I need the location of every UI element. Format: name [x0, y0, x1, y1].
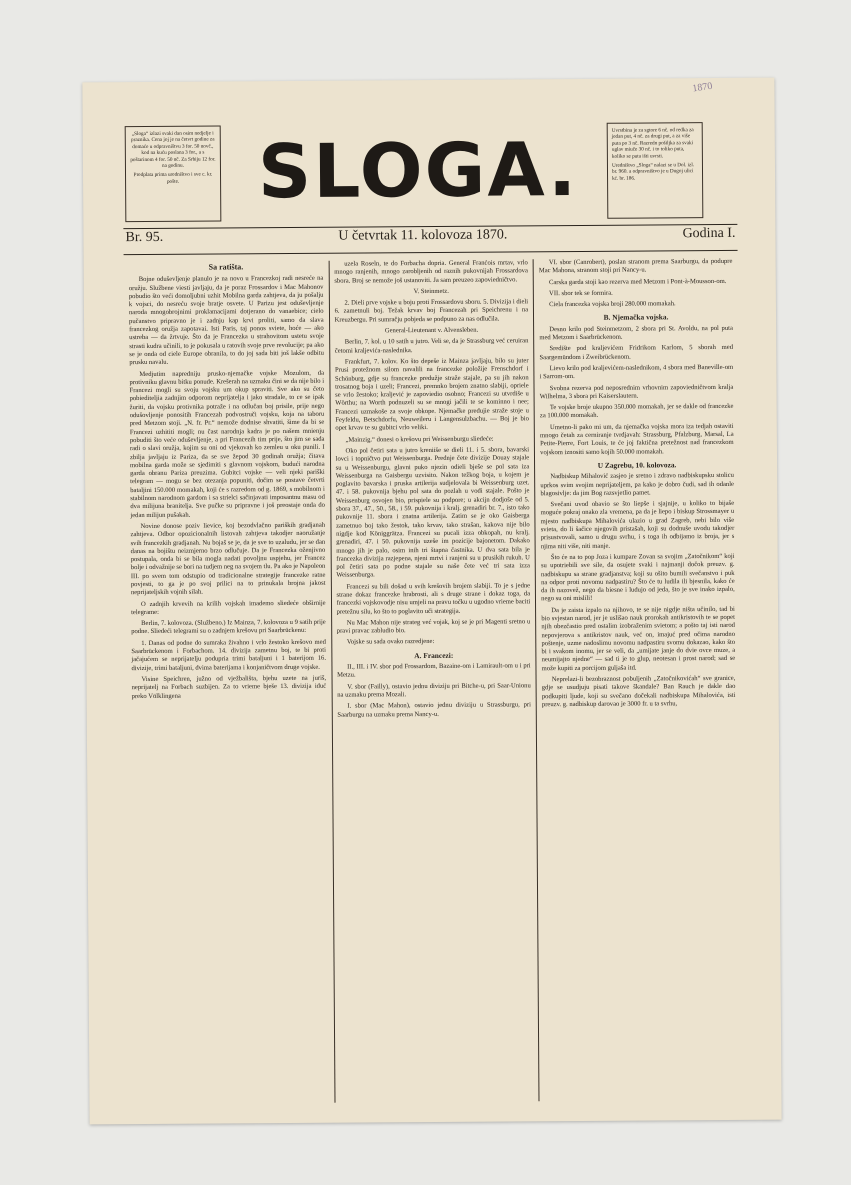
paragraph: 2. Dieli prve vojske u boju proti Frossardovu sboru. 5. Divizija i dieli 6. zametnuli boj. Težak krvav boj Francezah pri Speichrenu i na Kreuzbergu. Pri sumračju pobjeda se podpuno za nas odlučila.	[334, 298, 529, 324]
paragraph: Berlin, 7. kolovoza. (Službeno.) Iz Mainza, 7. kolovoza u 9 satih prije podne. Sliedeći telegrami su o zadnjem krešovu pri Saarbrückenu:	[131, 618, 326, 636]
subheading: A. Francezi:	[414, 650, 454, 660]
advertising-info-box	[607, 122, 704, 219]
issue-line	[125, 226, 735, 246]
advertising-text: Uvrstbina je za sgtore 6 nč. od redka za jedan put, 4 nč. za drugi put, a za više puta po 3 nč. Razredn pošiljka za svaki uglav miuče 30 nč. i to toliko puta, koliko se puta išti uvrsti.	[611, 127, 694, 160]
paragraph: Desno krilo pod Steinmetzom, 2 sbora pri St. Avoldu, na pol puta med Metzom i Saarbrückenom.	[539, 324, 733, 342]
paragraph: Lievo krilo pod kraljevićem-naslednikom, 4 sbora med Baneville-om i Sarrom-om.	[539, 363, 734, 381]
paragraph: I. sbor (Mac Mahon), ostavio jednu diviziju u Strassburgu, pri Saarburgu na uzmaku prema Nancy-u.	[337, 701, 531, 719]
paragraph: Frankfurt, 7. kolov. Ko što depeše iz Mainza javljaju, bilo su juter Prusi protežnom silom navalili na francezke položije Frenschdorf i Schönburg, gdje su francezke predužje straže stajale, pa su jih nakon trosatnog boja i uzeli; Francezi, premnko brojem znatno slabiji, opriele se vrlo žestoko; kraljević je zapoviedio osobno; Francezi su utvrdiše u Wörthu; na Worth podnuzeli su se mnogi jačili te se kominno i nee; Francezi uzmakoše za svoje obkope. Njemačke predujie straže stoje u Feyfeldu, Betschdorfu, Neuweileru i Langensulzbachu. — Boj je bio opet krvav te su gubitci vrlo veliki.	[334, 357, 529, 433]
issue-date: U četvrtak 11. kolovoza 1870.	[338, 227, 508, 244]
paragraph: Nu Mac Mahon nije strateg već vojak, koj se je pri Magenti sretno u pravi pravac zabludio bio.	[336, 618, 531, 635]
newspaper-page	[82, 78, 781, 1125]
paragraph: O zadnjih krvevih na krilih vojskah imademo sliedeće obširnije telegrame:	[131, 599, 326, 616]
paragraph: Što će na to pop Joza i kumpare Zovan sa svojim „Zatočnikom“ koji su upotriebili sve sile, da osujete svaki i najmanji dočok preuzv. g. nadbiskupu sa strane gradjanstva; koji su ošito bumili svečanstvo i puk na odpor proti novomu nadpastiru? Što će tu ludila ili bjesnila, kako će da ih nazovež, nego da biesne i ludujo od jeda, što je sve inako izpalo, nego su oni mislili!	[540, 552, 735, 603]
paragraph: Te vojske broje ukupno 350.000 momakah, jer se dakle od francezke za 100.000 momakah.	[539, 403, 734, 420]
editorial-address: Uredništvo „Sloga“ nalazi se u Dol. izl. br. 960. a odpravništvo je u Dugoj ulici kć. br. 186.	[611, 162, 695, 182]
paragraph: VI. sbor (Canrobert), poslan stranom prema Saarburgu, da podupre Mac Mahona, stranom stoji pri Nancy-u.	[538, 257, 733, 275]
issue-number: Br. 95.	[125, 229, 164, 246]
signature: V. Steinmetz.	[413, 287, 449, 296]
paragraph: uzela Roseln, te do Forbacha dopria. General Franćois mrtav, vrlo mnogo ranjenih, mnogo zarobljenih od raznih pukovnijah Frossardova sbora. Broj se nemože još ustanoviti. Ja sam preuzeo zapoviedničtvo.	[334, 259, 528, 285]
subscription-info-box	[125, 125, 222, 222]
signature: General-Lieutenant v. Alvensleben.	[384, 326, 479, 335]
column-3	[533, 258, 743, 1101]
paragraph: Da je zaista izpalo na njihovo, te se nije nigdje ništa učinilo, tad bi bio svjestan narod, jer je uslišao nauk prorokah antikristovih te se popet njih obezčastio pred ostalim izobraženim svietom; a pošto taj isti narod nepovjerova s antikristov nauk, već on, imajuć pred očima narodno poštenje, uzme nadoslimu novomu nadpastiru svomu dokazao, kako što bi i svakom inomu, jer se veli, da „umijate janje do dvie ovce muze, a neumijajto njedne“ — sad ti je to glup, neotesan i prost narod; sad se može kupiti za porcijom guljaša itd.	[541, 605, 736, 673]
paragraph: Carska garda stoji kao rezerva med Metzom i Pont-à-Mousson-om.	[548, 277, 727, 286]
paragraph: „Mainzig.“ donesi o krešovu pri Weissenburgu sliedeće:	[345, 435, 494, 444]
issue-year: Godina I.	[682, 225, 736, 242]
paragraph: Visine Speichren, južno od vježbališta, bjehu uzete na juriš, neprijatelj na Forbach suzbijen. Za to vrieme bješe 13. divizija iduć preko Völklingena	[131, 674, 327, 700]
paragraph: II., III. i IV. sbor pod Frossardom, Bazaine-om i Lamirault-om u i pri Metzu.	[337, 662, 531, 680]
paragraph: Središte pod kraljevićem Fridrikom Karlom, 5 sborah med Saargemündom i Zweibrückenom.	[539, 344, 734, 361]
subscription-text: „Sloga“ izlazi svaki dan osim nedjelje i praznika. Cena joj je na četvrt godine za domaće u odpravništvu 3 for. 50 novč., kod na kuću poslana 3 for., a s poštarinom 4 for. 50 nč. Za Srbiju 12 for. na godinu.	[130, 130, 216, 169]
article-heading: Sa ratišta.	[208, 262, 244, 272]
column-2	[328, 259, 538, 1102]
paragraph: Svobna rezerva pod neposrednim vrhovnim zapoviedničtvom kralja Wilhelma, 3 sbora pri Kaiserslautern.	[539, 383, 734, 401]
paragraph: Novine donose poziv lievice, koj bezodvlačno pariških gradjanah zahtjeva. Odbor opozicionalnih listovah zahtjeva takodjer naoružanje svih francezkih gradjanah. Nu bojaš se je, da je sve to uzaludu, jer se dan danas na bojištu neizmjerno brzo odlučuje. Da je Francezka oženjivno postupala, onda bi se bila mogla nadati povoljnu uspjehu, jer Francez bolje i odvažnije se bori na tudjem neg na svojem tlu. Pa ako je Napoleon III. po svem tom odstupio od tradicionalne strategije francezke ratne povjesti, to ga je po svoj prilici na to prinukala brojna jakost neprijateljskih vojnih silah.	[130, 521, 326, 597]
paragraph: Medjutim napredniju prusko-njemačke vojske Mozulom, da protivniku glavnu bitku ponude. Krešerah na uzmaku čini se da nije bilo i Francezi mogli su svoju vojsku um okup spraviti. Sve ako su četo pobiediteljia zadnjim odporom neprijatelja i jako stradale, to ce se ipak žuriti, da vojsku protivnika potraže i na odlučan boj prisile, prije nego odušovljenje ponositih Francezah podvostruči vojsku, koja na taboru pred Metzom stoji. „N. fr. Pr.“ nemože dodnise shvatiti, šime da bi se Francezi uzhititi mogli; nu čast narodnja kadra je po našem mnienju pobuditi što veće oduševljenje, a pri Francezih tim prije, što jim se sada radi o slavi oružja, kojim su oni od vjekovah ko zemleu u oku punili. I zbilja javljaju iz Pariza, da se sve žepod 30 godinah oružja; čitava mobilna garda može se sjedimiti s glavnom vojskom, budući narodna garda obranu Pariza preuzima. Gubitci vojske — veli njeki pariški telegram — mogu se bez otezanja popuniti, dočim se postave četvrti bataljini 150.000 momakah, koji će s razredom od g. 1869, s mobilnom i stabilnom narodnom gardom i sa strielci sačinjavati imposantnu masu od dva milijuna branitelja. Sve pučke su pripravne i još preostaje onda do jedan milijun pušakah.	[129, 369, 325, 519]
handwritten-note: 1870	[691, 80, 714, 95]
masthead-title: SLOGA.	[257, 126, 579, 216]
paragraph: Oko pol četiri sata u jutro kreniiše se dieli 11. i 5. sbora, bavarski lovci i topničtvo put Weissenburga. Prednje čete divizije Douay stajale su u Weissenburgu, glavni puko njezin odieli bješe se pol sata iza Weissenburga na Gaisbergu uzvisito. Nakon težkog boja, u kojem je poglavito bavarska i pruska artilerija sudjelovala bi Weissenburg uzet. 47. i 58. pukovnija bjehu pol sata do pozlah u vodi stajale. Pošto je Weissenburg osvojen bio, prispiele su podpore; u akcijn dodjoše od 5. sbora 37., 47., 50., 58., i 59. pukovnija i kralj. grenadiri br. 7., isto tako pukovnije 11. sbora i znatna artilerija. Zatim se je oko Gaisberga zametnuo boj tako žestok, tako krvav, tako strašan, kakova nije bilo nigdje kod Königgrätza. Francezi su pucali izza obkopah, nu kralj. grenadiri, 47. i 50. pukovnija uzeše im pozicije bajonetom. Dakako mnogo jih je palo, osim inih tri štapna častnika. U dva sata bila je francezka divizija razjepena, njeni mrtvi i ranjeni su u prusikih rukuh. U pol četiri sata po podne stajale su naše čete već tri sata izza Weissenburga.	[335, 446, 530, 580]
header-rule-bottom	[124, 250, 738, 255]
paragraph: Ciela francezka vojska broji 280.000 momakah.	[549, 300, 676, 309]
paragraph: VII. sbor tek se formira.	[549, 289, 613, 298]
subheading: U Zagrebu, 10. kolovoza.	[597, 460, 677, 470]
subscription-note: Predplata prima uredništvo i sve c. kr. pošte.	[133, 171, 213, 185]
article-columns	[124, 258, 744, 1104]
paragraph: Nadbiskup Mihalović zasjeo je sretno i zdravo nadbiskupsku stolicu uprkos svim svojim neprijateljem, pa kako je dobro čudi, sad ih odanle blagosivlje: da jim Bog razsvjetlio pamet.	[540, 472, 734, 498]
paragraph: Francezi su bili došad u svih krešovih brojem slabiji. To je s jedne strane dokaz francezke hrabrosti, ali s druge strane i dokaz toga, da francezki vojskovodje nisu umjeli na pravu točku u ugodno vrieme baciti pretežnu silu, ko što to poglavito uči strategija.	[336, 582, 531, 616]
paragraph: V. sbor (Failly), ostavio jednu diviziju pri Bitche-u, pri Saar-Unionu na uzmaku prema Mozali.	[337, 681, 531, 699]
paragraph: 1. Danas od podne do sumraka živahno i vrlo žestoko krešovo med Saarbrückenom i Forbachom. 14. divizija zametnu boj, te bi proti jačajućem se neprijatelju podupria trimi bataljuni i 1 baterijom 16. divizije, trimi bataljuni, dvima baterijama i konjaničtvom druge vojske.	[131, 638, 327, 672]
paragraph: Umetno-li pako mi um, da njemačka vojska mora iza tedjah ostaviti mnogo četah za cerniranje tvrdjavah: Strassburg, Pfalzburg, Marsal, La Petite-Pierre, Fort Louis, te će joj faktična pretežnost nad francezkom vojskom iznositi samo kojih 50.000 momakah.	[540, 422, 734, 456]
paragraph: Bojne oduševljenje planulo je na novo u Francezkoj radi nesreće na oružju. Službene viesti javljaju, da je poraz Frossardov i Mac Mahonov pobudio što veći domoljubni uzhit Mobilna garda zahtjeva, da ju pošalju k vojsci, do nesreću svoje bratje osvete. U Parizu jest oduševljenje naroda mnogobrojnimi proklamacijami dotjerano do vanaebice; cielo pučanstvo pripravno je i zadnju kap krvi proliti, samo da slava francezkog oružja zapotavai. Isti Paris, taj ponos sviete, hoće — ako ustreba — da žrtvuje. Što da je Francezka u strahovitom ustetu svoje strasti kudra učinili, to je pokusala u ratovih svoje prve revolucije; pa ako se je onda od ciele Europe obranila, to do joj sada biti još lakše odbitu prusku navalu.	[128, 275, 324, 367]
paragraph: Vojske su sada ovako razredjene:	[346, 638, 435, 647]
paragraph: Berlin, 7. kol. u 10 satih u jutro. Veli se, da je Strassburg već ceruiran četomi kraljevića-naslednika.	[334, 337, 529, 355]
column-1	[124, 261, 334, 1104]
paragraph: Svečani uvod obavio se što liepše i sjajnije, u koliko to bijaše moguće pokraj onako zla vremena, pa da je liepo i biskup Strossmayer u mjesto nadbiskupa Mihalovića ulazio u grad Zagreb, nebi bilo više svieta, do li šačice njegovih pristašah, koji su dodnuše uvodu takodjer prisustvovali, samo u drugu svrhu, i s toga ih odbijamo iz broja, jer s njima niti više, niti manje.	[540, 500, 735, 550]
paragraph: Neprelazi-li bezobraznost pobuljenih „Zatočnikovićah“ sve granice, gdje se usudjuju pisati takove škandale? Ban Rauch je dakle dao podkupiti ljude, koji su svečano dočekali nadbiskupa Mihalovića, isti preuzv. g. nadbiskup darovao je 3000 fr. u ta svrhu,	[541, 674, 736, 709]
subheading: B. Njemačka vojska.	[603, 312, 669, 323]
